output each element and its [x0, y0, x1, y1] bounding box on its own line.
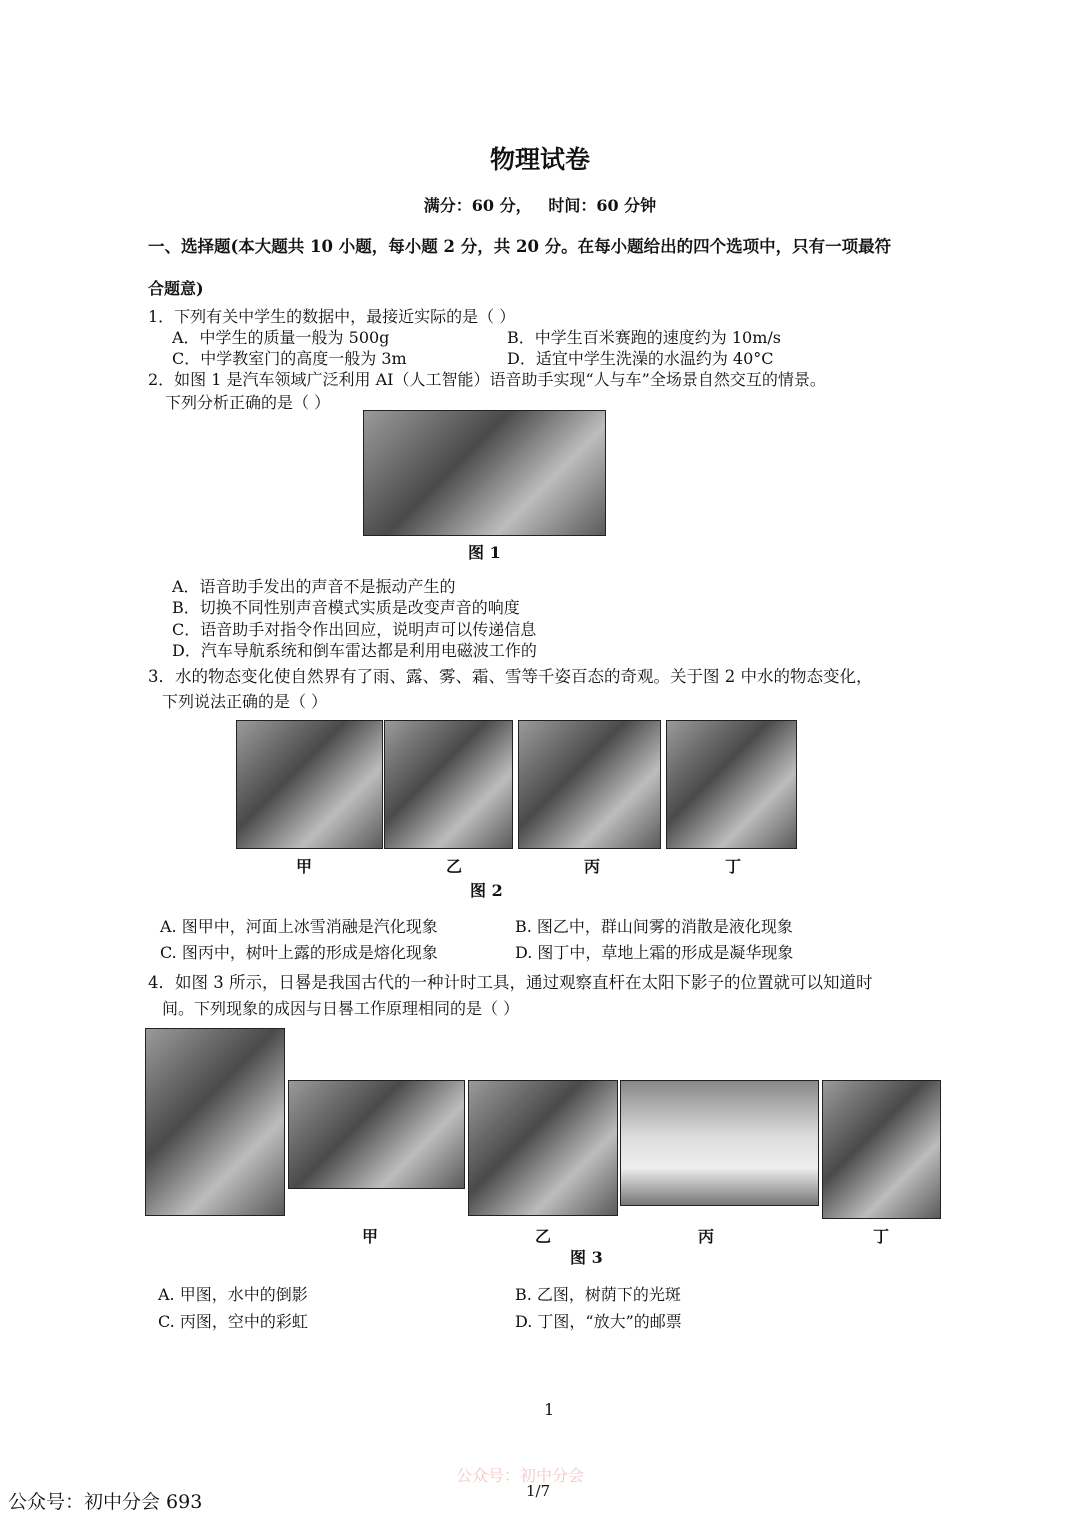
section-heading-cont: 合题意) — [148, 279, 204, 298]
figure-2-label-bing: 丙 — [584, 857, 601, 876]
q1-option-d: D．适宜中学生洗澡的水温约为 40°C — [507, 349, 774, 368]
q1-option-c: C．中学教室门的高度一般为 3m — [172, 349, 407, 368]
page-title: 物理试卷 — [489, 145, 590, 174]
figure-2-ding-photo — [666, 720, 797, 849]
page-number: 1 — [544, 1400, 555, 1419]
q4-option-a: A. 甲图，水中的倒影 — [158, 1285, 308, 1304]
watermark: 公众号：初中分会 — [456, 1466, 585, 1485]
question-3-stem: 3．水的物态变化使自然界有了雨、露、雾、霜、雪等千姿百态的奇观。关于图 2 中水的物态变化， — [148, 667, 873, 686]
question-4-stem: 4．如图 3 所示，日晷是我国古代的一种计时工具，通过观察直杆在太阳下影子的位置就可以知道时 — [148, 973, 873, 992]
figure-3-label-yi: 乙 — [535, 1227, 552, 1246]
q4-option-d: D. 丁图，“放大”的邮票 — [515, 1312, 682, 1331]
question-3-stem-cont: 下列说法正确的是（ ） — [162, 692, 328, 711]
figure-2-label-yi: 乙 — [446, 857, 463, 876]
q2-option-a: A．语音助手发出的声音不是振动产生的 — [172, 577, 456, 596]
figure-1-car-voice-assistant-photo — [363, 410, 606, 536]
figure-2-label-ding: 丁 — [725, 857, 742, 876]
question-1-stem: 1．下列有关中学生的数据中，最接近实际的是（ ） — [148, 307, 516, 326]
q3-option-b: B. 图乙中，群山间雾的消散是液化现象 — [515, 917, 793, 936]
figure-2-jia-photo — [236, 720, 383, 849]
q2-option-c: C．语音助手对指令作出回应，说明声可以传递信息 — [172, 620, 537, 639]
q2-option-b: B．切换不同性别声音模式实质是改变声音的响度 — [172, 598, 520, 617]
question-4-stem-cont: 间。下列现象的成因与日晷工作原理相同的是（ ） — [162, 999, 520, 1018]
figure-2-label-jia: 甲 — [296, 857, 313, 876]
q4-option-b: B. 乙图，树荫下的光斑 — [515, 1285, 681, 1304]
figure-3-label-jia: 甲 — [362, 1227, 379, 1246]
figure-3-ding-stamp-magnifier-photo — [822, 1080, 941, 1219]
figure-3-caption: 图 3 — [570, 1248, 603, 1267]
q3-option-a: A. 图甲中，河面上冰雪消融是汽化现象 — [160, 917, 438, 936]
q2-option-d: D．汽车导航系统和倒车雷达都是利用电磁波工作的 — [172, 641, 537, 660]
figure-2-bing-photo — [518, 720, 661, 849]
q1-option-a: A．中学生的质量一般为 500g — [172, 328, 390, 347]
figure-2-yi-photo — [384, 720, 513, 849]
section-heading: 一、选择题(本大题共 10 小题，每小题 2 分，共 20 分。在每小题给出的四个选项中，只有一项最符 — [148, 237, 892, 256]
q3-option-c: C. 图丙中，树叶上露的形成是熔化现象 — [160, 943, 438, 962]
exam-info: 满分：60 分， 时间：60 分钟 — [423, 196, 657, 215]
figure-3-jia-bridge-reflection-photo — [288, 1080, 465, 1189]
question-2-stem: 2．如图 1 是汽车领域广泛利用 AI（人工智能）语音助手实现“人与车”全场景自然交互的情景。 — [148, 370, 826, 389]
source-label: 公众号：初中分会 693 — [8, 1491, 203, 1513]
q3-option-d: D. 图丁中，草地上霜的形成是凝华现象 — [515, 943, 794, 962]
q4-option-c: C. 丙图，空中的彩虹 — [158, 1312, 308, 1331]
figure-1-caption: 图 1 — [468, 543, 501, 562]
figure-3-bing-rainbow-photo — [620, 1080, 819, 1206]
figure-3-label-ding: 丁 — [873, 1227, 890, 1246]
figure-3-label-bing: 丙 — [698, 1227, 715, 1246]
page-counter: 1/7 — [526, 1482, 551, 1500]
figure-2-caption: 图 2 — [470, 881, 503, 900]
q1-option-b: B．中学生百米赛跑的速度约为 10m/s — [507, 328, 781, 347]
question-2-stem-cont: 下列分析正确的是（ ） — [165, 393, 331, 412]
figure-3-sundial-photo — [145, 1028, 285, 1216]
figure-3-yi-tree-shade-photo — [468, 1080, 618, 1216]
